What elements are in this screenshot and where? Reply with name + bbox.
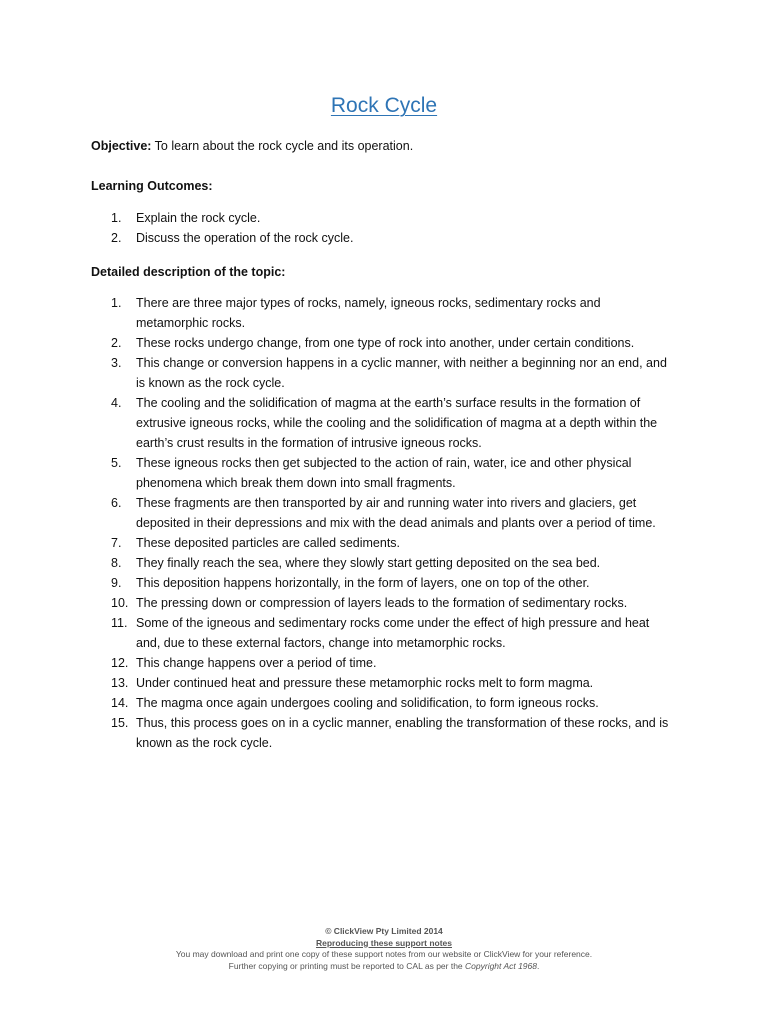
list-item: [91, 228, 651, 248]
item-number: 1.: [111, 211, 122, 225]
list-item: [91, 333, 676, 353]
item-text: These igneous rocks then get subjected to the action of rain, water, ice and other physical phenomena which break them down into small fragments.: [136, 456, 632, 490]
item-text: There are three major types of rocks, namely, igneous rocks, sedimentary rocks and metamorphic rocks.: [136, 296, 601, 330]
footer-line-2-prefix: Further copying or printing must be reported to CAL as per the: [228, 960, 466, 971]
item-text: These deposited particles are called sediments.: [136, 536, 401, 550]
item-text: Under continued heat and pressure these metamorphic rocks melt to form magma.: [136, 676, 594, 690]
page-footer: [0, 926, 768, 972]
footer-line-2-suffix: .: [537, 960, 540, 971]
list-item: [91, 653, 676, 673]
objective-text: To learn about the rock cycle and its operation.: [151, 139, 414, 153]
item-text: The magma once again undergoes cooling and solidification, to form igneous rocks.: [136, 696, 599, 710]
item-text: These fragments are then transported by air and running water into rivers and glaciers, get deposited in their depressions and mix with the dead animals and plants over a period of time.: [136, 496, 656, 530]
item-text: This deposition happens horizontally, in the form of layers, one on top of the other.: [136, 576, 590, 590]
item-number: 13.: [111, 676, 129, 690]
detailed-description-list: [91, 293, 676, 753]
item-number: 9.: [111, 576, 122, 590]
item-number: 12.: [111, 656, 129, 670]
list-item: [91, 533, 676, 553]
item-text: Explain the rock cycle.: [136, 211, 261, 225]
item-text: They finally reach the sea, where they slowly start getting deposited on the sea bed.: [136, 556, 601, 570]
item-text: This change happens over a period of time.: [136, 656, 377, 670]
list-item: [91, 573, 676, 593]
item-text: The pressing down or compression of layers leads to the formation of sedimentary rocks.: [136, 596, 628, 610]
item-text: The cooling and the solidification of magma at the earth’s surface results in the formation of extrusive igneous rocks, while the cooling and the solidification of magma at a depth within the earth’s crust results in the formation of intrusive igneous rocks.: [136, 396, 658, 450]
list-item: [91, 713, 676, 753]
copyright-notice: © ClickView Pty Limited 2014: [325, 926, 443, 936]
item-number: 10.: [111, 596, 129, 610]
item-number: 14.: [111, 696, 129, 710]
list-item: [91, 673, 676, 693]
item-text: Discuss the operation of the rock cycle.: [136, 231, 354, 245]
page-title: Rock Cycle: [330, 94, 438, 117]
item-number: 15.: [111, 716, 129, 730]
item-number: 4.: [111, 396, 122, 410]
item-text: These rocks undergo change, from one type of rock into another, under certain conditions.: [136, 336, 635, 350]
list-item: [91, 393, 676, 453]
item-number: 11.: [111, 616, 128, 630]
list-item: [91, 493, 676, 533]
item-text: This change or conversion happens in a cyclic manner, with neither a beginning nor an end, and is known as the rock cycle.: [136, 356, 667, 390]
list-item: [91, 453, 676, 493]
learning-outcomes-heading: Learning Outcomes:: [91, 179, 213, 193]
detailed-description-heading: Detailed description of the topic:: [91, 265, 286, 279]
objective-line: [91, 139, 413, 153]
item-number: 1.: [111, 296, 122, 310]
learning-outcomes-list: [91, 208, 651, 248]
item-number: 7.: [111, 536, 122, 550]
list-item: [91, 353, 676, 393]
item-number: 5.: [111, 456, 122, 470]
list-item: [91, 553, 676, 573]
item-number: 3.: [111, 356, 122, 370]
list-item: [91, 613, 676, 653]
footer-line-2: [0, 961, 768, 973]
item-text: Some of the igneous and sedimentary rocks come under the effect of high pressure and heat and, due to these external factors, change into metamorphic rocks.: [136, 616, 650, 650]
item-number: 2.: [111, 336, 122, 350]
item-number: 6.: [111, 496, 122, 510]
objective-label: Objective:: [91, 139, 152, 153]
list-item: [91, 293, 676, 333]
list-item: [91, 208, 651, 228]
item-number: 8.: [111, 556, 122, 570]
item-number: 2.: [111, 231, 122, 245]
list-item: [91, 693, 676, 713]
copyright-act-title: Copyright Act 1968: [465, 960, 537, 971]
footer-line-1: You may download and print one copy of these support notes from our website or ClickView for your reference.: [175, 949, 593, 959]
list-item: [91, 593, 676, 613]
item-text: Thus, this process goes on in a cyclic manner, enabling the transformation of these rocks, and is known as the rock cycle.: [136, 716, 669, 750]
reproducing-notes-link[interactable]: Reproducing these support notes: [315, 937, 452, 948]
